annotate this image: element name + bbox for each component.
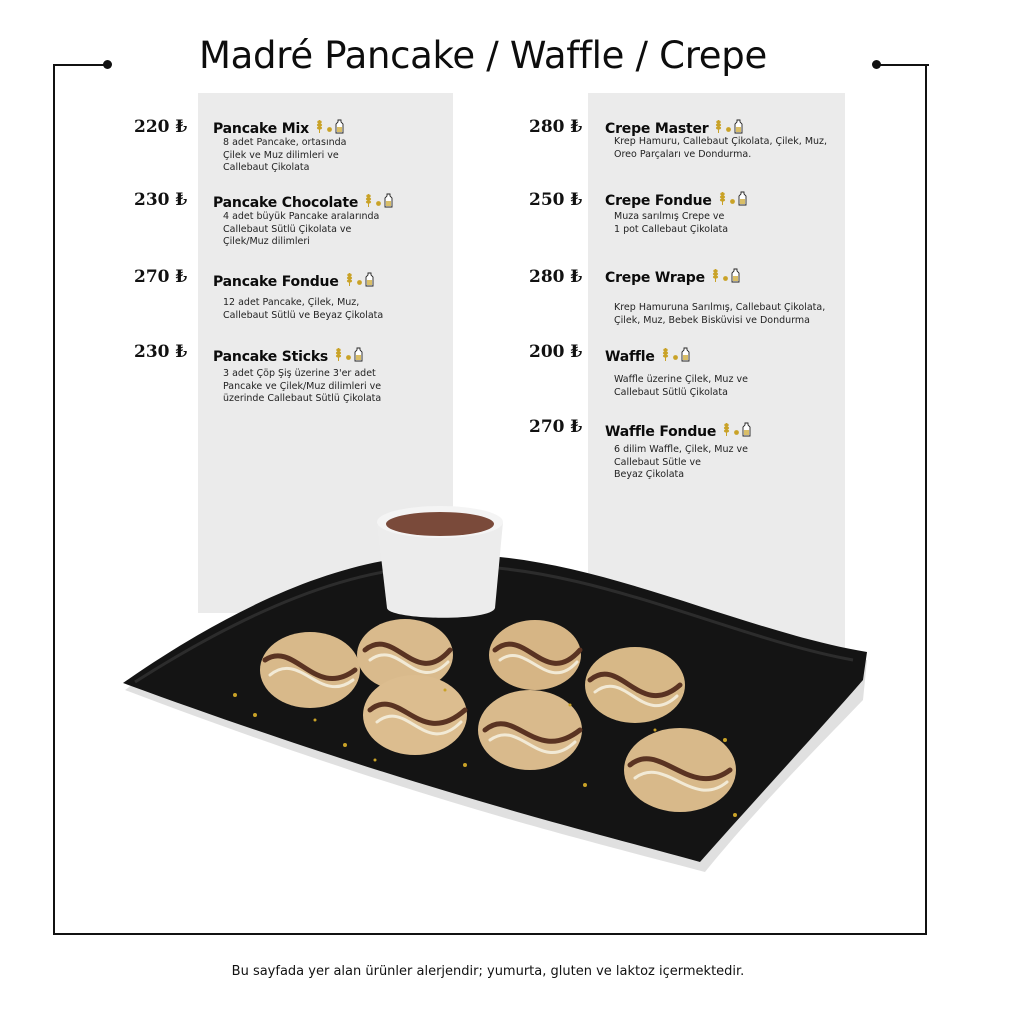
- wheat-icon: [722, 422, 731, 441]
- item-price: 230 ₺: [134, 342, 188, 362]
- milk-icon: [731, 268, 740, 287]
- item-name: Crepe Wrape: [605, 268, 740, 287]
- wheat-icon: [718, 191, 727, 210]
- item-name: Crepe Master: [605, 119, 743, 138]
- milk-icon: [738, 191, 747, 210]
- item-price: 250 ₺: [529, 190, 583, 210]
- egg-icon: [722, 270, 729, 286]
- item-name: Waffle Fondue: [605, 422, 751, 441]
- frame-dot-right: [872, 60, 881, 69]
- item-name: Waffle: [605, 347, 690, 366]
- page-title: Madré Pancake / Waffle / Crepe: [199, 34, 767, 77]
- item-description: Krep Hamuruna Sarılmış, Callebaut Çikolata, Çilek, Muz, Bebek Bisküvisi ve Dondurma: [614, 302, 826, 326]
- item-price: 230 ₺: [134, 190, 188, 210]
- egg-icon: [729, 193, 736, 209]
- item-description: 8 adet Pancake, ortasında Çilek ve Muz dilimleri ve Callebaut Çikolata: [223, 137, 347, 173]
- milk-icon: [365, 272, 374, 291]
- milk-icon: [742, 422, 751, 441]
- wheat-icon: [661, 347, 670, 366]
- item-name: Crepe Fondue: [605, 191, 747, 210]
- allergen-footer: Bu sayfada yer alan ürünler alerjendir; yumurta, gluten ve laktoz içermektedir.: [231, 964, 745, 979]
- item-name: Pancake Mix: [213, 119, 344, 138]
- item-name: Pancake Chocolate: [213, 193, 393, 212]
- item-name: Pancake Sticks: [213, 347, 363, 366]
- item-description: 4 adet büyük Pancake aralarında Callebaut Sütlü Çikolata ve Çilek/Muz dilimleri: [223, 211, 380, 247]
- milk-icon: [681, 347, 690, 366]
- frame-top-right-rule: [877, 64, 929, 66]
- milk-icon: [335, 119, 344, 138]
- item-name: Pancake Fondue: [213, 272, 374, 291]
- item-description: 12 adet Pancake, Çilek, Muz, Callebaut Sütlü ve Beyaz Çikolata: [223, 297, 384, 321]
- frame-dot-left: [103, 60, 112, 69]
- item-price: 200 ₺: [529, 342, 583, 362]
- egg-icon: [725, 121, 732, 137]
- wheat-icon: [364, 193, 373, 212]
- egg-icon: [733, 424, 740, 440]
- wheat-icon: [711, 268, 720, 287]
- food-photo: [115, 500, 875, 880]
- item-price: 220 ₺: [134, 117, 188, 137]
- item-description: 6 dilim Waffle, Çilek, Muz ve Callebaut Sütle ve Beyaz Çikolata: [614, 444, 748, 480]
- milk-icon: [384, 193, 393, 212]
- item-price: 270 ₺: [134, 267, 188, 287]
- item-price: 270 ₺: [529, 417, 583, 437]
- item-description: 3 adet Çöp Şiş üzerine 3'er adet Pancake ve Çilek/Muz dilimleri ve üzerinde Callebaut Sütlü Çikolata: [223, 368, 382, 404]
- wheat-icon: [345, 272, 354, 291]
- wheat-icon: [315, 119, 324, 138]
- item-description: Muza sarılmış Crepe ve 1 pot Callebaut Çikolata: [614, 211, 729, 235]
- egg-icon: [356, 274, 363, 290]
- item-description: Waffle üzerine Çilek, Muz ve Callebaut Sütlü Çikolata: [614, 374, 748, 398]
- item-price: 280 ₺: [529, 117, 583, 137]
- item-price: 280 ₺: [529, 267, 583, 287]
- frame-top-left-rule: [53, 64, 107, 66]
- milk-icon: [354, 347, 363, 366]
- egg-icon: [375, 195, 382, 211]
- egg-icon: [326, 121, 333, 137]
- item-description: Krep Hamuru, Callebaut Çikolata, Çilek, Muz, Oreo Parçaları ve Dondurma.: [614, 136, 828, 160]
- egg-icon: [345, 349, 352, 365]
- egg-icon: [672, 349, 679, 365]
- wheat-icon: [334, 347, 343, 366]
- cup-sauce: [386, 512, 494, 536]
